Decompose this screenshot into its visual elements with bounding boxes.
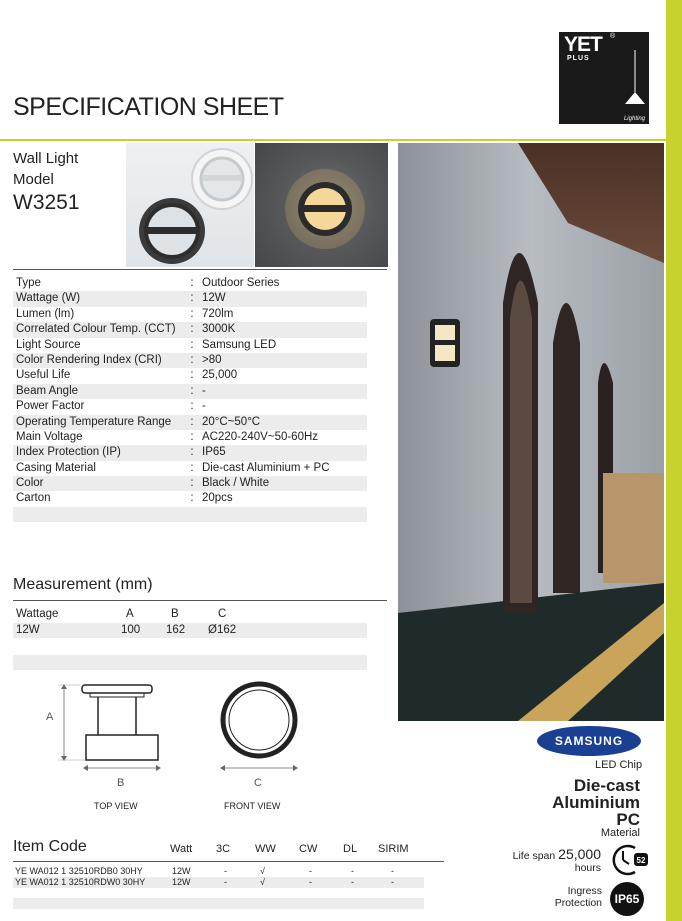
spec-table [13, 276, 367, 522]
spec-value: Samsung LED [202, 338, 277, 351]
ip65-badge: IP65 [610, 882, 644, 916]
dim-c-label: C [254, 777, 262, 789]
item-code-spacer-row [13, 898, 424, 909]
spec-value: 720lm [202, 307, 234, 320]
spec-row: Color : Black / White [13, 476, 367, 491]
item-code-cell: - [224, 866, 227, 876]
header-divider [0, 139, 666, 141]
item-code-header: DL [343, 843, 358, 855]
material-line: Die-cast [573, 776, 640, 795]
measurement-header: A [126, 608, 134, 620]
item-code-cell: - [351, 866, 354, 876]
item-code-cell: 12W [172, 877, 191, 887]
item-code-header: 3C [216, 843, 231, 855]
samsung-logo: SAMSUNG [537, 726, 641, 756]
item-code-cell: √ [260, 866, 265, 876]
measurement-header: C [218, 608, 227, 620]
logo-registered: ® [610, 33, 616, 40]
item-code-row [13, 877, 424, 888]
front-view-caption: FRONT VIEW [224, 801, 281, 811]
spec-value: 20°C~50°C [202, 415, 261, 428]
material-label: Material [600, 827, 640, 839]
spec-value: Die-cast Aluminium + PC [202, 461, 330, 474]
lifespan-info [500, 848, 601, 874]
item-code-cell: - [224, 877, 227, 887]
spec-label: Casing Material [16, 461, 96, 474]
spec-value: - [202, 400, 206, 413]
spec-row: Carton : 20pcs [13, 491, 367, 506]
measurement-header: Wattage [16, 608, 59, 620]
spec-value: 25,000 [202, 369, 238, 382]
installation-scene-photo [398, 143, 664, 721]
product-photo-lit [255, 143, 388, 267]
fixture-pair-image [126, 143, 254, 267]
item-code-cell: YE WA012 1 32510RDB0 30HY [15, 866, 143, 876]
spec-label: Carton [16, 492, 51, 505]
spec-row: Casing Material : Die-cast Aluminium + PC [13, 461, 367, 476]
lifespan-label: Life span [512, 850, 556, 862]
spec-label: Power Factor [16, 400, 85, 413]
item-code-header: Watt [170, 843, 193, 855]
corridor-image [398, 143, 664, 721]
spec-value: Black / White [202, 477, 270, 490]
spec-value: >80 [202, 353, 222, 366]
measurement-cell: 12W [16, 623, 40, 636]
spec-row: Power Factor : - [13, 399, 367, 414]
spec-value: 3000K [202, 323, 236, 336]
spec-label: Index Protection (IP) [16, 446, 121, 459]
measurement-row [13, 623, 367, 639]
spec-row: Operating Temperature Range : 20°C~50°C [13, 415, 367, 430]
spec-value: IP65 [202, 446, 226, 459]
spec-row: Useful Life : 25,000 [13, 368, 367, 383]
spec-label: Color Rendering Index (CRI) [16, 353, 162, 366]
accent-side-bar [666, 0, 682, 921]
spec-label: Correlated Colour Temp. (CCT) [16, 323, 176, 336]
spec-row: Index Protection (IP) : IP65 [13, 445, 367, 460]
item-code-divider [13, 861, 444, 862]
lifespan-unit: hours [574, 862, 601, 874]
ingress-protection-label [520, 885, 602, 909]
spec-label: Lumen (lm) [16, 307, 75, 320]
material-line: PC [616, 810, 640, 829]
spec-row: Color Rendering Index (CRI) : >80 [13, 353, 367, 368]
product-info [13, 148, 80, 213]
spec-row: Main Voltage : AC220-240V~50-60Hz [13, 430, 367, 445]
spec-label: Type [16, 277, 41, 289]
ingress-line-1: Ingress [567, 885, 602, 897]
logo-sub: PLUS [567, 55, 590, 62]
svg-text:52: 52 [636, 856, 646, 865]
top-view-caption: TOP VIEW [94, 801, 138, 811]
item-code-cell: - [351, 877, 354, 887]
lamp-icon [611, 50, 645, 112]
item-code-cell: YE WA012 1 32510RDW0 30HY [15, 877, 146, 887]
spec-label: Wattage (W) [16, 292, 81, 305]
item-code-cell: - [309, 866, 312, 876]
item-code-cell: - [391, 877, 394, 887]
item-code-header: SIRIM [378, 843, 409, 855]
logo-tagline: Lighting [623, 116, 645, 122]
side-view-drawing [40, 680, 180, 785]
brand-logo [559, 32, 649, 124]
item-code-cell: √ [260, 877, 265, 887]
item-code-cell: 12W [172, 866, 191, 876]
material-line: Aluminium [552, 793, 640, 812]
material-heading [520, 777, 640, 828]
spec-row-empty [13, 507, 367, 522]
measurement-table [13, 607, 367, 638]
measurement-divider [13, 600, 387, 601]
spec-row: Type : Outdoor Series [13, 276, 367, 291]
measurement-cell: 100 [121, 623, 141, 636]
product-photo-black-white [126, 143, 254, 267]
measurement-header: B [171, 608, 179, 620]
spec-label: Useful Life [16, 369, 71, 382]
spec-row: Light Source : Samsung LED [13, 338, 367, 353]
spec-value: AC220-240V~50-60Hz [202, 430, 319, 443]
front-view-drawing [215, 680, 305, 780]
spec-value: 20pcs [202, 492, 233, 505]
spec-divider [13, 269, 387, 270]
spec-label: Operating Temperature Range [16, 415, 172, 428]
spec-value: - [202, 384, 206, 397]
spec-value: Outdoor Series [202, 277, 280, 289]
measurement-spacer-row [13, 655, 367, 670]
measurement-cell: 162 [166, 623, 186, 636]
measurement-cell: Ø162 [208, 623, 237, 636]
spec-label: Beam Angle [16, 384, 79, 397]
lit-fixture-image [255, 143, 388, 267]
dim-a-label: A [46, 711, 54, 723]
spec-label: Color [16, 477, 44, 490]
dim-b-label: B [117, 777, 125, 789]
product-category: Wall Light [13, 150, 79, 167]
spec-label: Light Source [16, 338, 81, 351]
lifespan-value: 25,000 [558, 846, 601, 862]
item-code-cell: - [391, 866, 394, 876]
measurement-header-row [13, 607, 367, 623]
spec-row: Beam Angle : - [13, 384, 367, 399]
spec-row: Wattage (W) : 12W [13, 291, 367, 306]
logo-brand: YET [564, 33, 602, 56]
spec-row: Correlated Colour Temp. (CCT) : 3000K [13, 322, 367, 337]
page-title: SPECIFICATION SHEET [13, 93, 284, 121]
item-code-cell: - [309, 877, 312, 887]
model-number: W3251 [13, 191, 80, 214]
spec-row: Lumen (lm) : 720lm [13, 307, 367, 322]
measurement-title: Measurement (mm) [13, 576, 153, 593]
led-chip-label: LED Chip [595, 759, 643, 771]
item-code-row [13, 866, 424, 877]
clock-icon [605, 842, 651, 878]
spec-value: 12W [202, 292, 226, 305]
item-code-header: CW [299, 843, 318, 855]
spec-label: Main Voltage [16, 430, 83, 443]
ingress-line-2: Protection [554, 897, 602, 909]
item-code-header: WW [255, 843, 276, 855]
item-code-title: Item Code [13, 838, 87, 855]
model-label: Model [13, 171, 54, 188]
